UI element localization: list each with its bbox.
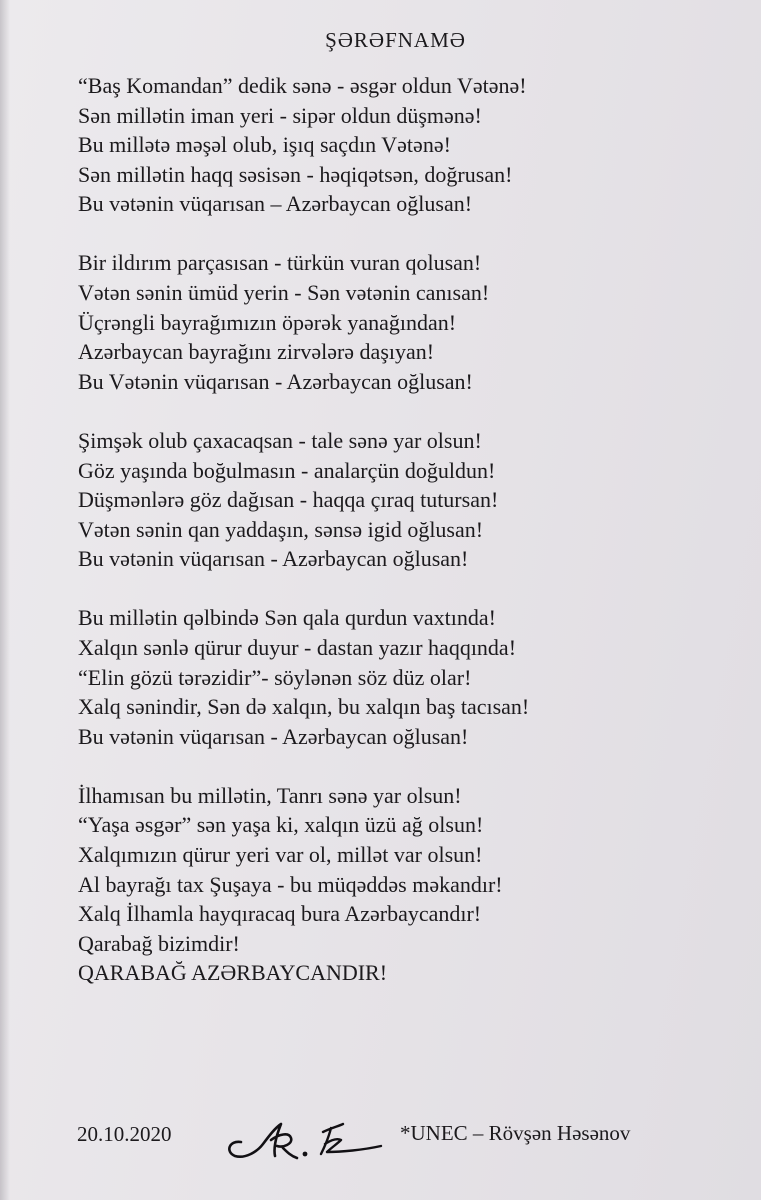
poem-line: Bu vətənin vüqarısan – Azərbaycan oğlusan!: [78, 191, 473, 217]
poem-line: Bu vətənin vüqarısan - Azərbaycan oğlusan!: [78, 723, 469, 749]
poem-line: QARABAĞ AZƏRBAYCANDIR!: [78, 960, 388, 986]
handwritten-signature: [223, 1112, 383, 1160]
poem-line: Vətən sənin ümüd yerin - Sən vətənin canısan!: [78, 280, 490, 306]
poem-line: Bu millətə məşəl olub, işıq saçdın Vətənə!: [78, 132, 451, 158]
poem-line: Vətən sənin qan yaddaşın, sənsə igid oğlusan!: [78, 516, 484, 542]
poem-line: Xalqımızın qürur yeri var ol, millət var olsun!: [78, 842, 483, 868]
poem-line: Al bayrağı tax Şuşaya - bu müqəddəs məkandır!: [78, 871, 503, 897]
poem-line: Bir ildırım parçasısan - türkün vuran qolusan!: [78, 250, 482, 276]
page-edge-shadow: [0, 0, 10, 1200]
poem-line: Xalqın sənlə qürur duyur - dastan yazır haqqında!: [78, 635, 517, 660]
poem-line: “Baş Komandan” dedik sənə - əsgər oldun Vətənə!: [78, 73, 527, 98]
poem-body: [78, 71, 738, 1018]
poem-line: “Yaşa əsgər” sən yaşa ki, xalqın üzü ağ olsun!: [78, 812, 484, 838]
stanza-4: [78, 603, 738, 751]
date-label: 20.10.2020: [77, 1122, 172, 1146]
stanza-5: [78, 781, 738, 988]
stanza-1: [78, 71, 738, 219]
poem-line: Xalq İlhamla hayqıracaq bura Azərbaycandır!: [78, 901, 482, 927]
poem-line: İlhamısan bu millətin, Tanrı sənə yar olsun!: [78, 782, 462, 808]
poem-line: Xalq sənindir, Sən də xalqın, bu xalqın baş tacısan!: [78, 694, 530, 720]
poem-line: Bu millətin qəlbində Sən qala qurdun vaxtında!: [78, 605, 496, 631]
poem-line: Qarabağ bizimdir!: [78, 930, 240, 956]
poem-line: Sən millətin iman yeri - sipər oldun düşmənə!: [78, 102, 482, 128]
author-label: *UNEC – Rövşən Həsənov: [400, 1121, 631, 1145]
poem-line: Göz yaşında boğulmasın - analarçün doğuldun!: [78, 457, 496, 483]
poem-line: Bu vətənin vüqarısan - Azərbaycan oğlusan!: [78, 546, 469, 572]
signature-footer: [77, 1112, 717, 1162]
poem-line: Şimşək olub çaxacaqsan - tale sənə yar olsun!: [78, 427, 482, 453]
poem-title: ŞƏRƏFNAMƏ: [325, 28, 466, 52]
poem-line: “Elin gözü tərəzidir”- söylənən söz düz olar!: [78, 664, 472, 690]
stanza-3: [78, 426, 738, 574]
poem-line: Düşmənlərə göz dağısan - haqqa çıraq tutursan!: [78, 487, 499, 513]
poem-line: Sən millətin haqq səsisən - həqiqətsən, doğrusan!: [78, 161, 513, 187]
poem-line: Üçrəngli bayrağımızın öpərək yanağından!: [78, 309, 457, 335]
stanza-2: [78, 248, 738, 396]
poem-line: Bu Vətənin vüqarısan - Azərbaycan oğlusan!: [78, 368, 473, 394]
poem-line: Azərbaycan bayrağını zirvələrə daşıyan!: [78, 339, 435, 365]
